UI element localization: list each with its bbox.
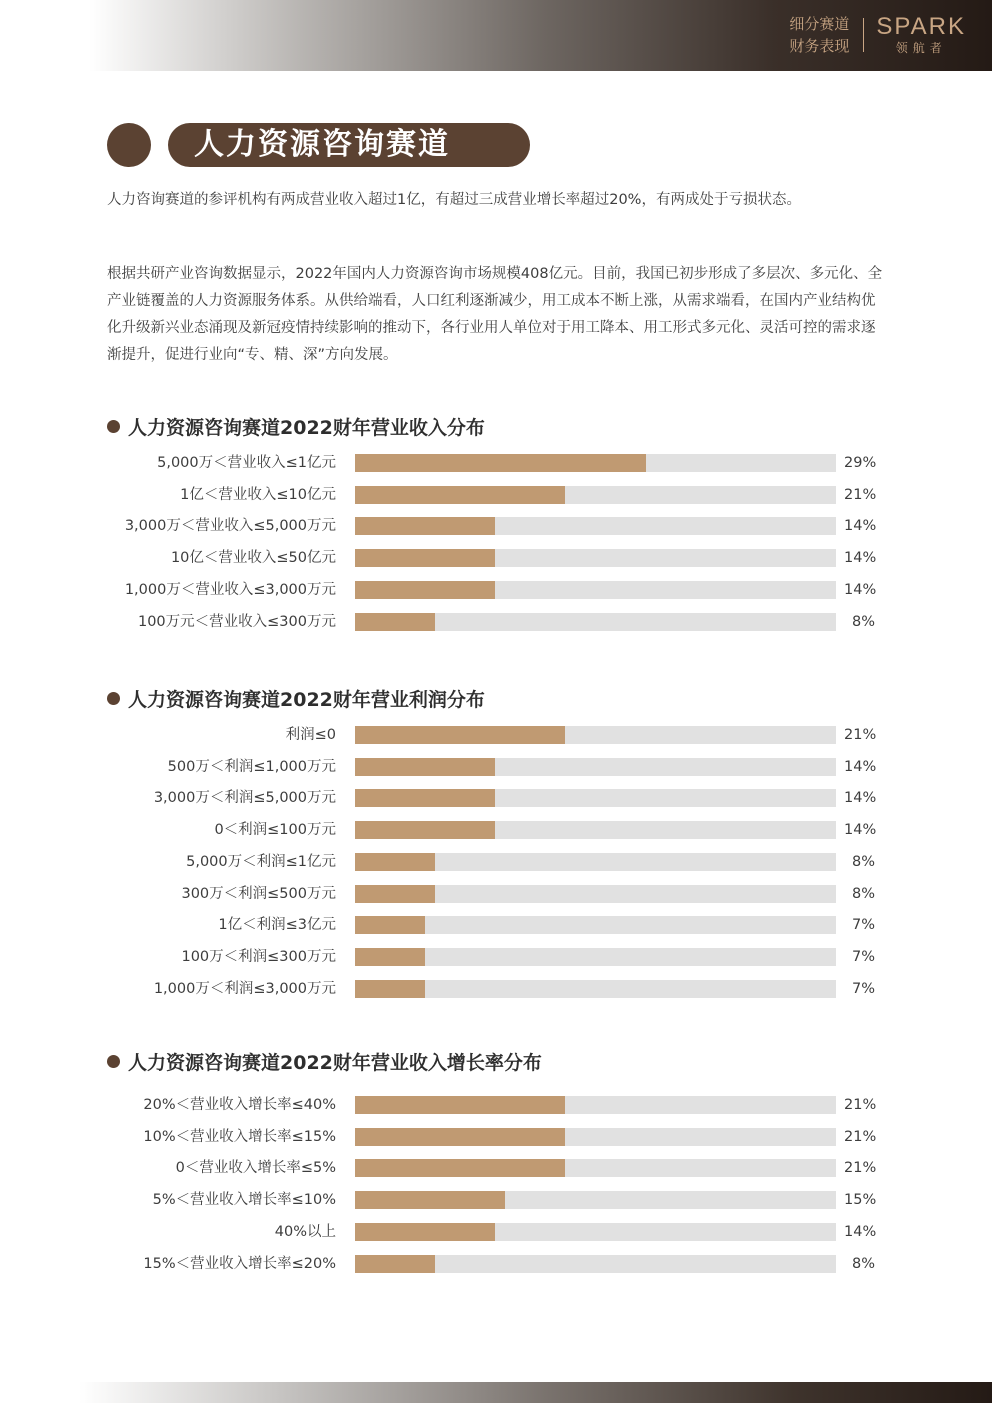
bar-value-label: 14% — [844, 1223, 877, 1240]
bar — [355, 454, 646, 472]
bar-track — [355, 916, 836, 934]
bar — [355, 1159, 565, 1177]
bar-value-label: 29% — [844, 455, 877, 471]
bar — [355, 726, 565, 744]
bar — [355, 980, 425, 998]
bar-category-label: 5%＜营业收入增长率≤10% — [152, 1192, 336, 1209]
bar — [355, 517, 495, 535]
bar-row — [0, 915, 992, 935]
bar-track — [355, 1159, 836, 1177]
bar-track — [355, 1191, 836, 1209]
bar-value-label: 7% — [851, 948, 875, 965]
bar — [355, 1255, 435, 1273]
bar-track — [355, 549, 836, 567]
bar-value-label: 21% — [844, 727, 877, 743]
bar-track — [355, 758, 836, 776]
bar-value-label: 8% — [851, 613, 875, 630]
bar — [355, 1191, 505, 1209]
bullet-dot-icon — [107, 420, 120, 433]
bar — [355, 1096, 565, 1114]
header-divider — [863, 18, 864, 52]
bar-category-label: 5,000万＜营业收入≤1亿元 — [157, 455, 336, 471]
bar-category-label: 1,000万＜利润≤3,000万元 — [153, 980, 336, 997]
spark-logo — [876, 14, 966, 56]
bar-track — [355, 454, 836, 472]
bar-value-label: 8% — [851, 1255, 875, 1272]
bar-row — [0, 485, 992, 505]
logo-main-text: SPARK — [876, 13, 966, 40]
bar-row — [0, 1222, 992, 1242]
bar-category-label: 3,000万＜营业收入≤5,000万元 — [124, 518, 336, 535]
bar-track — [355, 517, 836, 535]
bar-category-label: 100万元＜营业收入≤300万元 — [137, 613, 336, 630]
bar — [355, 1223, 495, 1241]
bar-row — [0, 820, 992, 840]
bar-row — [0, 788, 992, 808]
bar — [355, 549, 495, 567]
bar-row — [0, 757, 992, 777]
bar-category-label: 15%＜营业收入增长率≤20% — [143, 1255, 336, 1272]
bar-value-label: 21% — [844, 1128, 877, 1145]
bar-value-label: 15% — [844, 1192, 877, 1209]
bar-category-label: 500万＜利润≤1,000万元 — [167, 758, 336, 775]
bar-category-label: 1,000万＜营业收入≤3,000万元 — [124, 581, 336, 598]
bar-row — [0, 612, 992, 632]
bar-category-label: 利润≤0 — [285, 727, 336, 743]
bar — [355, 789, 495, 807]
bar-category-label: 1亿＜利润≤3亿元 — [218, 917, 336, 934]
bar-category-label: 5,000万＜利润≤1亿元 — [186, 853, 336, 870]
bar-track — [355, 486, 836, 504]
bar-row — [0, 580, 992, 600]
bar-track — [355, 789, 836, 807]
page-title: 人力资源咨询赛道 — [168, 123, 530, 167]
bar-value-label: 14% — [844, 581, 877, 598]
bar-track — [355, 1128, 836, 1146]
bar-track — [355, 948, 836, 966]
logo-sub-text: 领航者 — [895, 41, 947, 55]
bar — [355, 916, 425, 934]
bar-track — [355, 821, 836, 839]
bar-row — [0, 852, 992, 872]
bar-row — [0, 453, 992, 473]
bar-track — [355, 885, 836, 903]
bar-value-label: 14% — [844, 822, 877, 839]
bar-track — [355, 726, 836, 744]
bar-value-label: 14% — [844, 550, 877, 567]
bullet-dot-icon — [107, 692, 120, 705]
bar-track — [355, 1096, 836, 1114]
bar-category-label: 100万＜利润≤300万元 — [181, 948, 336, 965]
bar-track — [355, 980, 836, 998]
chart-title-2 — [107, 685, 485, 712]
bullet-dot-icon — [107, 1055, 120, 1068]
bar — [355, 613, 435, 631]
bar-category-label: 40%以上 — [274, 1223, 336, 1240]
bar-row — [0, 1158, 992, 1178]
bar-row — [0, 1127, 992, 1147]
bar-category-label: 0＜利润≤100万元 — [214, 822, 336, 839]
bar — [355, 885, 435, 903]
bar-value-label: 21% — [844, 1160, 877, 1177]
bar-category-label: 3,000万＜利润≤5,000万元 — [153, 790, 336, 807]
bar-track — [355, 1255, 836, 1273]
intro-paragraph-1: 人力咨询赛道的参评机构有两成营业收入超过1亿，有超过三成营业增长率超过20%，有两成处于亏损状态。 — [107, 192, 801, 208]
bar — [355, 1128, 565, 1146]
bar-row — [0, 548, 992, 568]
bottom-footer-band — [0, 1382, 992, 1403]
header-brand — [789, 13, 966, 57]
bar-value-label: 7% — [851, 980, 875, 997]
bar — [355, 486, 565, 504]
bar-track — [355, 581, 836, 599]
bar-row — [0, 979, 992, 999]
bar-track — [355, 853, 836, 871]
bar-category-label: 1亿＜营业收入≤10亿元 — [180, 486, 336, 503]
chart-title-3 — [107, 1048, 542, 1075]
bar-category-label: 0＜营业收入增长率≤5% — [175, 1160, 336, 1177]
bar-row — [0, 1095, 992, 1115]
bar-value-label: 14% — [844, 518, 877, 535]
bar-row — [0, 725, 992, 745]
bar-row — [0, 884, 992, 904]
bar-row — [0, 1190, 992, 1210]
bar-value-label: 21% — [844, 1097, 877, 1113]
chart-title-text: 人力资源咨询赛道2022财年营业收入分布 — [128, 417, 485, 439]
bar-value-label: 21% — [844, 486, 877, 503]
chart-title-text: 人力资源咨询赛道2022财年营业收入增长率分布 — [128, 1052, 542, 1074]
bar-track — [355, 613, 836, 631]
bar-category-label: 20%＜营业收入增长率≤40% — [143, 1097, 336, 1113]
bar-category-label: 10%＜营业收入增长率≤15% — [143, 1128, 336, 1145]
bar-value-label: 7% — [851, 917, 875, 934]
bar-category-label: 300万＜利润≤500万元 — [181, 885, 336, 902]
bar-value-label: 14% — [844, 758, 877, 775]
bar-category-label: 10亿＜营业收入≤50亿元 — [170, 550, 336, 567]
bar-track — [355, 1223, 836, 1241]
header-sub-line2: 财务表现 — [789, 37, 850, 55]
bar — [355, 853, 435, 871]
bar — [355, 758, 495, 776]
title-dot-icon — [107, 123, 151, 167]
bar-value-label: 8% — [851, 885, 875, 902]
intro-paragraph-2: 根据共研产业咨询数据显示，2022年国内人力资源咨询市场规模408亿元。目前，我国已初步形成了多层次、多元化、全产业链覆盖的人力资源服务体系。从供给端看，人口红利逐渐减少，用工成本不断上涨，从需求端看，在国内产业结构优化升级新兴业态涌现及新冠疫情持续影响的推动下，各行业用人单位对于用工降本、用工形式多元化、灵活可控的需求逐渐提升，促进行业向“专、精、深”方向发展。 — [107, 266, 883, 363]
header-section-label — [789, 13, 849, 57]
bar — [355, 581, 495, 599]
chart-title-1 — [107, 413, 485, 440]
bar — [355, 948, 425, 966]
bar — [355, 821, 495, 839]
header-sub-line1: 细分赛道 — [789, 15, 850, 33]
bar-row — [0, 1254, 992, 1274]
bar-value-label: 14% — [844, 790, 877, 807]
bar-row — [0, 947, 992, 967]
bar-value-label: 8% — [851, 853, 875, 870]
bar-row — [0, 516, 992, 536]
chart-title-text: 人力资源咨询赛道2022财年营业利润分布 — [128, 689, 485, 711]
